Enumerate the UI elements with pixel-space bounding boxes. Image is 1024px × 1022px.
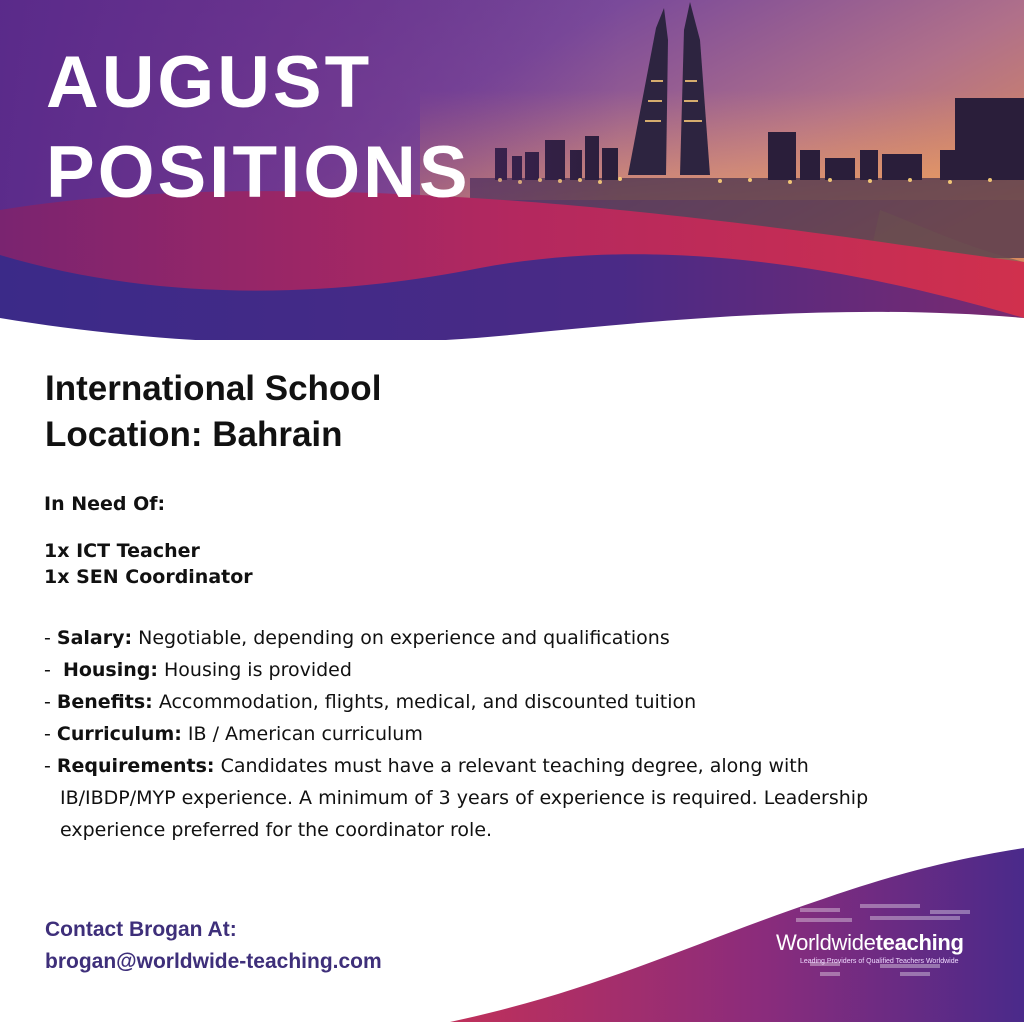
poster-headline xyxy=(46,38,471,218)
worldwide-teaching-logo xyxy=(776,902,996,1002)
position-item: 1x SEN Coordinator xyxy=(44,566,253,588)
details-list xyxy=(44,622,994,846)
curriculum-label: Curriculum: xyxy=(56,723,182,745)
requirements-text-line3: experience preferred for the coordinator role. xyxy=(60,819,493,841)
position-item: 1x ICT Teacher xyxy=(44,540,200,562)
logo-wordmark xyxy=(776,930,964,956)
school-name: International School xyxy=(45,369,382,408)
detail-salary: - Salary: Negotiable, depending on experience and qualifications xyxy=(44,627,670,649)
benefits-text: Accommodation, flights, medical, and discounted tuition xyxy=(158,691,697,713)
housing-text: Housing is provided xyxy=(164,659,352,681)
headline-line1: AUGUST xyxy=(46,42,373,123)
detail-requirements: - Requirements: Candidates must have a relevant teaching degree, along with xyxy=(44,755,809,777)
headline-line2: POSITIONS xyxy=(46,132,471,213)
requirements-text-line1: Candidates must have a relevant teaching degree, along with xyxy=(220,755,809,777)
housing-label: Housing: xyxy=(62,659,158,681)
curriculum-text: IB / American curriculum xyxy=(187,723,423,745)
positions-list xyxy=(44,538,253,590)
requirements-label: Requirements: xyxy=(56,755,215,777)
logo-tagline: Leading Providers of Qualified Teachers Worldwide xyxy=(800,958,959,965)
school-location: Location: Bahrain xyxy=(45,415,343,454)
in-need-of-label: In Need Of: xyxy=(44,493,166,515)
contact-label: Contact Brogan At: xyxy=(45,918,237,941)
contact-email-link[interactable]: brogan@worldwide-teaching.com xyxy=(45,950,382,973)
logo-word-teaching: teaching xyxy=(875,930,964,955)
detail-housing: - Housing: Housing is provided xyxy=(44,659,352,681)
benefits-label: Benefits: xyxy=(56,691,153,713)
logo-word-worldwide: Worldwide xyxy=(776,930,876,955)
detail-curriculum: - Curriculum: IB / American curriculum xyxy=(44,723,423,745)
contact-block xyxy=(45,914,382,978)
school-block xyxy=(45,366,381,458)
requirements-text-line2: IB/IBDP/MYP experience. A minimum of 3 years of experience is required. Leadership xyxy=(60,787,869,809)
detail-benefits: - Benefits: Accommodation, flights, medical, and discounted tuition xyxy=(44,691,697,713)
salary-text: Negotiable, depending on experience and qualifications xyxy=(138,627,670,649)
salary-label: Salary: xyxy=(56,627,133,649)
